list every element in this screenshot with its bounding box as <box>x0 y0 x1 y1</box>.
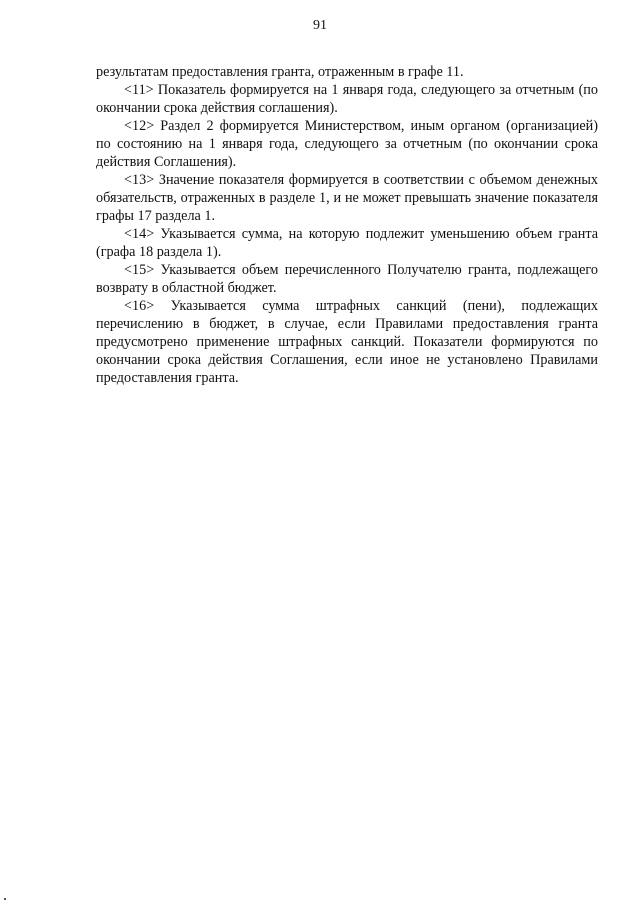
paragraph-continuation: результатам предоставления гранта, отраженным в графе 11. <box>96 64 464 80</box>
page-number: 91 <box>313 18 327 33</box>
document-body <box>96 63 598 387</box>
footnote-16: <16> Указывается сумма штрафных санкций (пени), подлежащих перечислению в бюджет, в случае, если Правилами предоставления гранта предусмотрено применение штрафных санкций. Показатели формируются по окончании срока действия Соглашения, если иное не установлено Правилами предоставления гранта. <box>96 298 598 386</box>
footnote-12: <12> Раздел 2 формируется Министерством, иным органом (организацией) по состоянию на 1 января года, следующего за отчетным (по окончании срока действия Соглашения). <box>96 118 598 170</box>
footnote-13: <13> Значение показателя формируется в соответствии с объемом денежных обязательств, отраженных в разделе 1, и не может превышать значение показателя графы 17 раздела 1. <box>96 172 598 224</box>
footnote-15: <15> Указывается объем перечисленного Получателю гранта, подлежащего возврату в областной бюджет. <box>96 262 598 296</box>
footnote-11: <11> Показатель формируется на 1 января года, следующего за отчетным (по окончании срока действия соглашения). <box>96 82 598 116</box>
footnote-14: <14> Указывается сумма, на которую подлежит уменьшению объем гранта (графа 18 раздела 1). <box>96 226 598 260</box>
scan-speck <box>4 898 6 900</box>
